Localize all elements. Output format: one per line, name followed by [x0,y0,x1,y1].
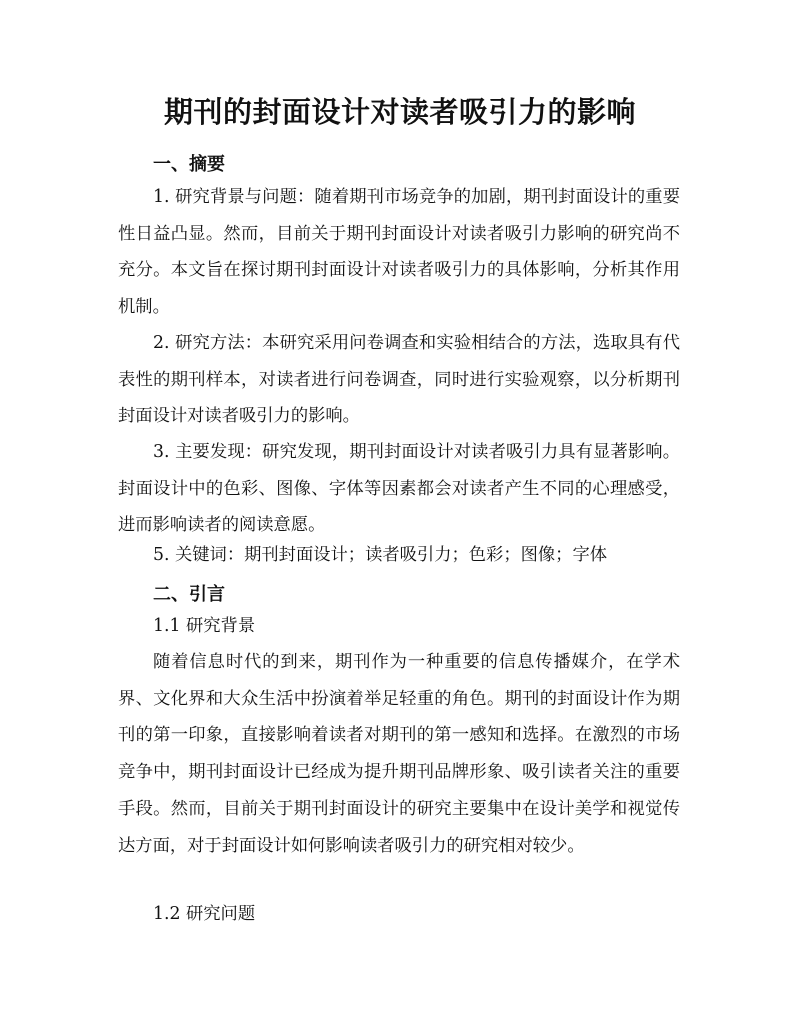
abstract-item-background: 1. 研究背景与问题：随着期刊市场竞争的加剧，期刊封面设计的重要性日益凸显。然而，目前关于期刊封面设计对读者吸引力影响的研究尚不充分。本文旨在探讨期刊封面设计对读者吸引力的具体影响，分析其作用机制。 [118,187,680,318]
abstract-item-findings: 3. 主要发现：研究发现，期刊封面设计对读者吸引力具有显著影响。封面设计中的色彩、图像、字体等因素都会对读者产生不同的心理感受，进而影响读者的阅读意愿。 [118,442,680,536]
subsection-1-1-title: 1.1 研究背景 [153,616,256,636]
abstract-heading: 一、摘要 [153,154,225,175]
subsection-1-1-paragraph: 随着信息时代的到来，期刊作为一种重要的信息传播媒介，在学术界、文化界和大众生活中扮演着举足轻重的角色。期刊的封面设计作为期刊的第一印象，直接影响着读者对期刊的第一感知和选择。在激烈的市场竞争中，期刊封面设计已经成为提升期刊品牌形象、吸引读者关注的重要手段。然而，目前关于期刊封面设计的研究主要集中在设计美学和视觉传达方面，对于封面设计如何影响读者吸引力的研究相对较少。 [118,652,680,856]
subsection-1-2-title: 1.2 研究问题 [153,904,256,924]
introduction-heading: 二、引言 [153,584,225,605]
abstract-item-method: 2. 研究方法：本研究采用问卷调查和实验相结合的方法，选取具有代表性的期刊样本，对读者进行问卷调查，同时进行实验观察，以分析期刊封面设计对读者吸引力的影响。 [118,333,680,427]
abstract-item-keywords: 5. 关键词：期刊封面设计；读者吸引力；色彩；图像；字体 [153,545,608,565]
page-title: 期刊的封面设计对读者吸引力的影响 [163,95,636,129]
